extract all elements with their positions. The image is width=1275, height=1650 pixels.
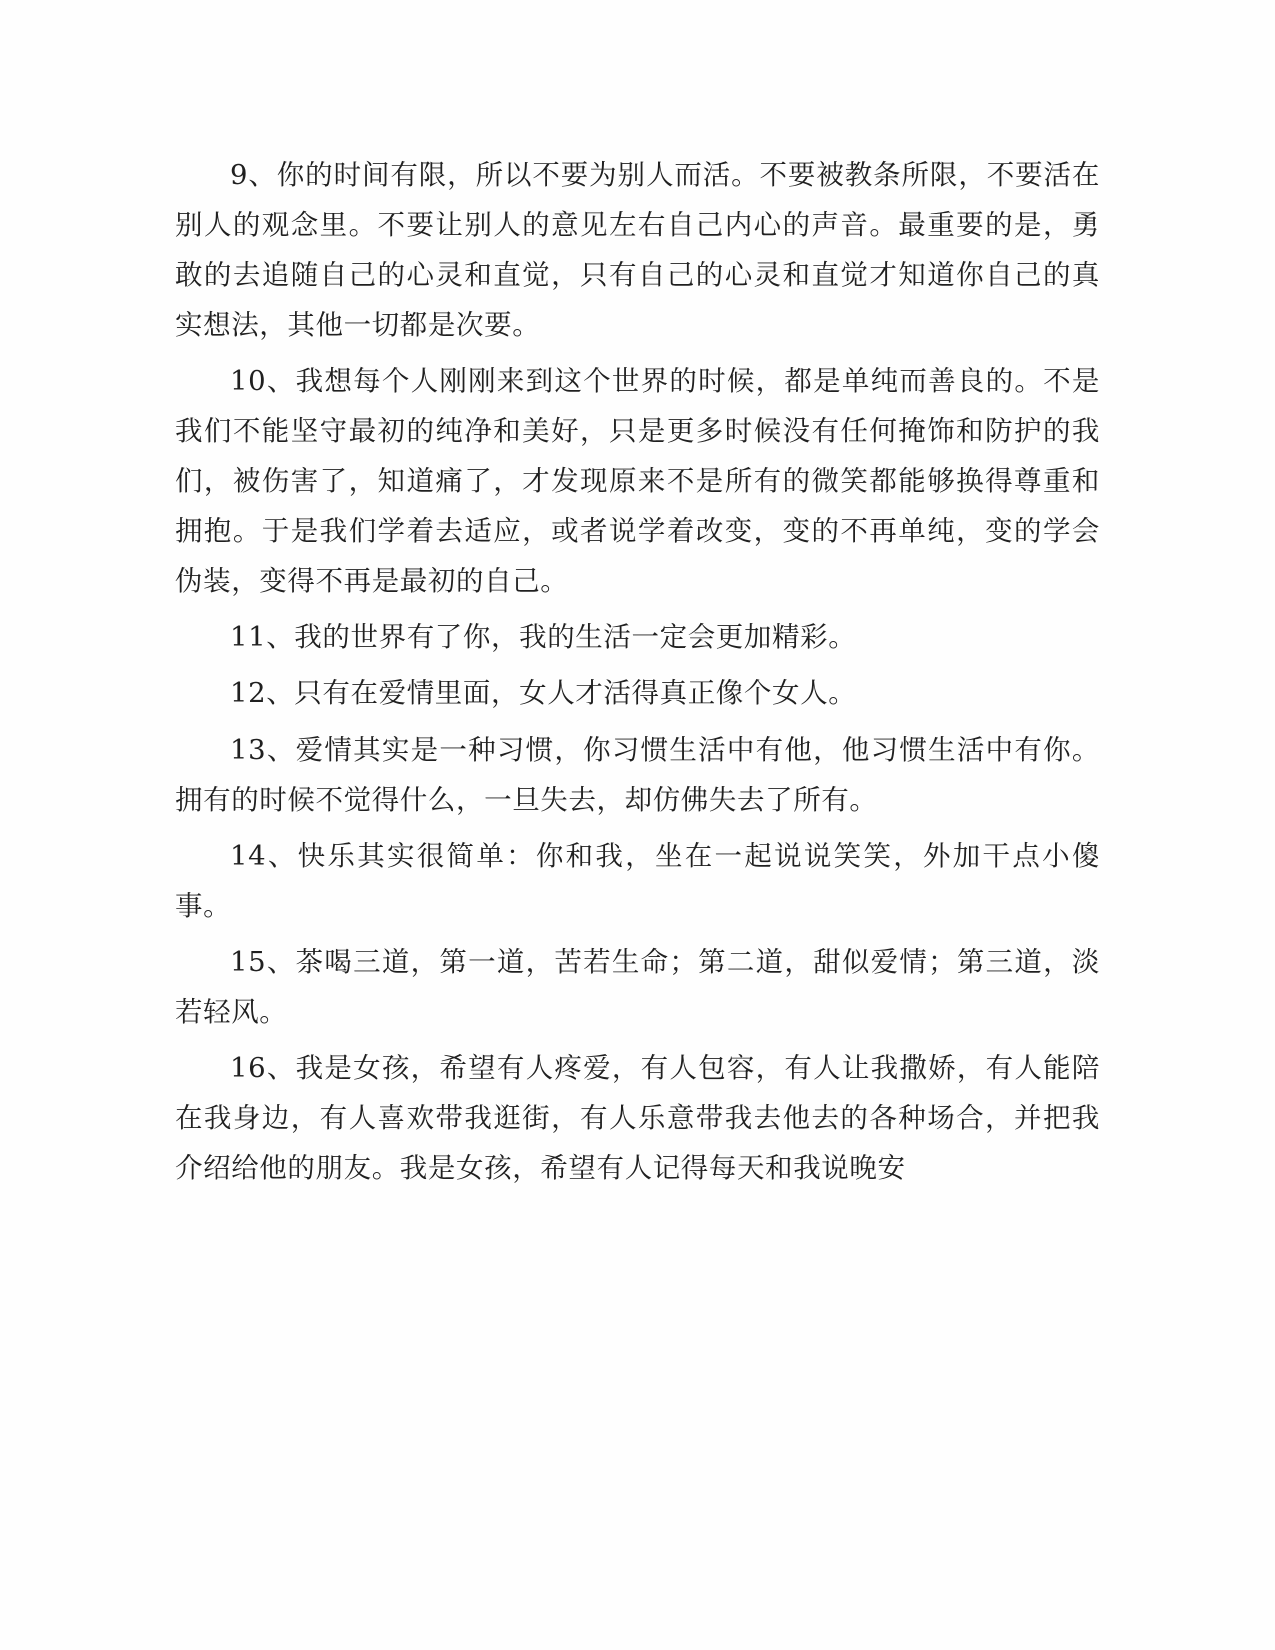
paragraph-10: 10、我想每个人刚刚来到这个世界的时候，都是单纯而善良的。不是我们不能坚守最初的纯净和美好，只是更多时候没有任何掩饰和防护的我们，被伤害了，知道痛了，才发现原来不是所有的微笑都能够换得尊重和拥抱。于是我们学着去适应，或者说学着改变，变的不再单纯，变的学会伪装，变得不再是最初的自己。 (175, 365, 1100, 598)
paragraph-16: 16、我是女孩，希望有人疼爱，有人包容，有人让我撒娇，有人能陪在我身边，有人喜欢带我逛街，有人乐意带我去他去的各种场合，并把我介绍给他的朋友。我是女孩，希望有人记得每天和我说晚安 (175, 1051, 1100, 1184)
document-body (175, 150, 1100, 1193)
paragraph-12: 12、只有在爱情里面，女人才活得真正像个女人。 (230, 677, 857, 710)
paragraph-9: 9、你的时间有限，所以不要为别人而活。不要被教条所限，不要活在别人的观念里。不要让别人的意见左右自己内心的声音。最重要的是，勇敢的去追随自己的心灵和直觉，只有自己的心灵和直觉才知道你自己的真实想法，其他一切都是次要。 (175, 159, 1100, 342)
paragraph-14: 14、快乐其实很简单：你和我，坐在一起说说笑笑，外加干点小傻事。 (175, 839, 1100, 922)
paragraph-11: 11、我的世界有了你，我的生活一定会更加精彩。 (230, 621, 857, 654)
paragraph-13: 13、爱情其实是一种习惯，你习惯生活中有他，他习惯生活中有你。拥有的时候不觉得什么，一旦失去，却仿佛失去了所有。 (175, 733, 1100, 816)
paragraph-15: 15、茶喝三道，第一道，苦若生命；第二道，甜似爱情；第三道，淡若轻风。 (175, 945, 1100, 1028)
